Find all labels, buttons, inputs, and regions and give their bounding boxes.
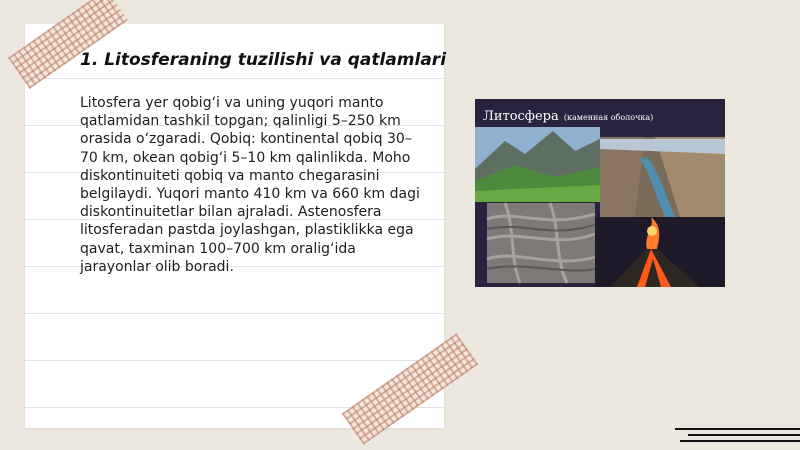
lithosphere-collage-graphic: [475, 99, 725, 287]
decorative-line: [675, 428, 800, 430]
image-subtitle: (каменная оболочка): [563, 113, 654, 122]
image-title: Литосфера: [483, 109, 559, 124]
slide-title: 1. Litosferaning tuzilishi va qatlamlari: [80, 50, 447, 70]
image-caption: [483, 105, 653, 124]
decorative-line: [680, 440, 800, 442]
lithosphere-collage-image: [475, 99, 725, 287]
slide-body-text: Litosfera yer qobig‘i va uning yuqori manto qatlamidan tashkil topgan; qalinligi 5–250 km orasida o‘zgaradi. Qobiq: kontinental qobiq 30–70 km, okean qobig‘i 5–10 km qalinlikda. Moho diskontinuiteti qobiq va manto chegarasini belgilaydi. Yuqori manto 410 km va 660 km dagi diskontinuitetlar bilan ajraladi. Astenosfera litosferadan pastda joylashgan, plastiklikka ega qavat, taxminan 100–700 km oralig‘ida jarayonlar olib boradi.: [80, 95, 420, 275]
decorative-line: [688, 434, 800, 436]
